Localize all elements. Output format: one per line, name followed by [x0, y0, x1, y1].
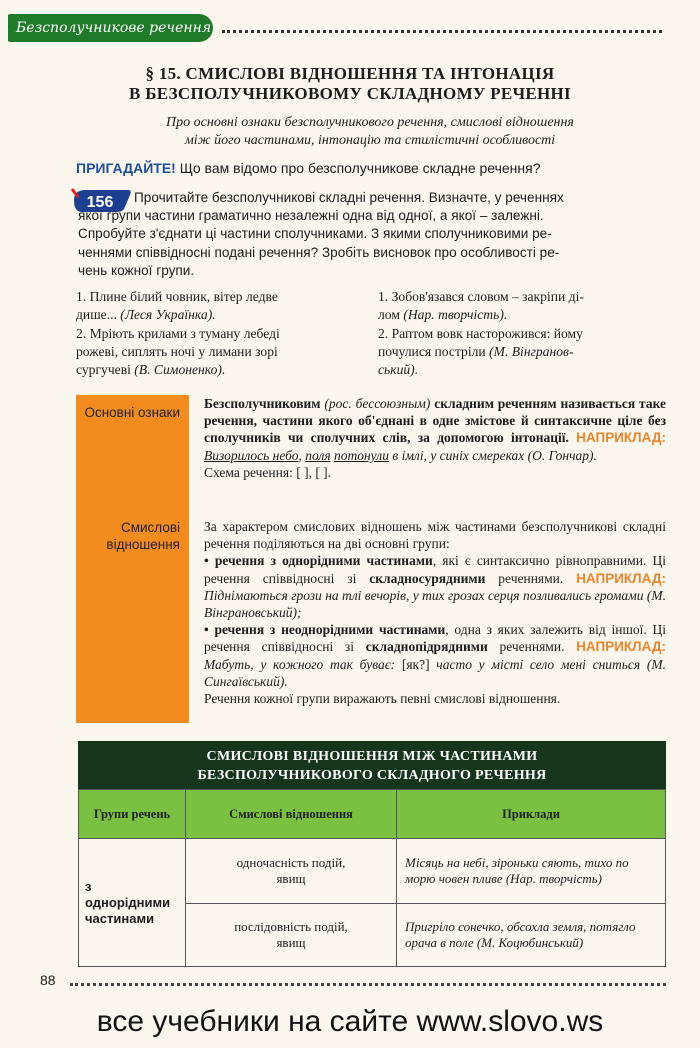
- task-line: Спробуйте з'єднати ці частини сполучниками. З якими сполучниковими ре-: [78, 226, 552, 242]
- label-semantic-relations: Смислові відношення: [106, 520, 180, 552]
- sentence-line: лом (Нар. творчість).: [378, 307, 508, 323]
- example-label: НАПРИКЛАД:: [576, 639, 666, 655]
- sentence-author: (М. Вінгранов-: [489, 343, 574, 359]
- sentence-line: ський).: [378, 362, 419, 378]
- label-main-features: Основні ознаки: [84, 405, 180, 420]
- example-cell: Пригріло сонечко, обсохла земля, потягло орача в поле (М. Коцюбинський): [397, 904, 666, 967]
- header-divider: [222, 30, 662, 33]
- example-label: НАПРИКЛАД:: [576, 430, 667, 446]
- subtitle-line1: Про основні ознаки безсполучникового речення, смислові відношення: [166, 115, 574, 130]
- site-watermark: все учебники на сайте www.slovo.ws: [96, 1005, 604, 1038]
- sentence-line: рожеві, сиплять ночі у лимани зорі: [76, 343, 278, 359]
- page-number: 88: [40, 972, 56, 988]
- remember-label: ПРИГАДАЙТЕ!: [76, 160, 176, 176]
- col-header-relations: Смислові відношення: [186, 790, 397, 839]
- sentence-author: (В. Симоненко).: [134, 362, 226, 378]
- definition-block: Безсполучниковим (рос. бессоюзным) складним реченням називається таке речення, частини якого об'єднані в одне змістове й синтаксичне ціле без сполучників чи сполучних слів, за допомогою інтонації. НАПРИКЛАД: Визорилось небо, поля потонули в імлі, у синіх смереках (О. Гончар). Схема речення: [ ], [ ].: [204, 396, 667, 480]
- sentence-line: дише... (Леся Українка).: [76, 307, 216, 323]
- task-line: Прочитайте безсполучникові складні речення. Визначте, у реченнях: [134, 190, 564, 205]
- subtitle-line2: між його частинами, інтонацію та стилістичні особливості: [184, 133, 556, 148]
- theory-sidebar: [76, 395, 189, 723]
- example-cell: Місяць на небі, зіроньки сяють, тихо по морю човен пливе (Нар. творчість): [397, 839, 666, 904]
- col-header-group: Групи речень: [79, 790, 186, 839]
- remember-text: Що вам відомо про безсполучникове складне речення?: [179, 160, 541, 176]
- scheme-line: Схема речення: [ ], [ ].: [204, 464, 332, 480]
- sentences-left: [76, 288, 366, 379]
- remember-block: [76, 160, 541, 176]
- relations-block: За характером смислових відношень між частинами безсполучникові складні речення поділяються на дві основні групи: • речення з однорідними частинами, які є синтаксично рівноправними. Ці речення співвідносні зі складносурядними реченнями. НАПРИКЛАД: Піднімаються грози на тлі вечорів, у тих грозах серця позливались громами (М. Вінграновський); • речення з неоднорідними частинами, одна з яких залежить від іншої. Ці речення співвідносні зі складнопідрядними реченнями. НАПРИКЛАД: Мабуть, у кожного так буває: [як?] часто у місті село мені сниться (М. Сингаївський). Речення кожної групи виражають певні смислові відношення.: [204, 519, 667, 707]
- sentence-line: 2. Мріють крилами з туману лебеді: [76, 325, 280, 341]
- relations-table: [78, 789, 666, 967]
- sentence-line: 1. Плине білий човник, вітер ледве: [76, 289, 278, 304]
- task-text: [78, 189, 668, 280]
- table-row: [79, 839, 666, 904]
- task-line: чень кожної групи.: [78, 262, 195, 278]
- sentence-author: (Нар. творчість).: [403, 307, 508, 323]
- task-line: якої групи частини граматично незалежні одна від одної, а якої – залежні.: [78, 208, 544, 224]
- group-cell: з однорідними частинами: [79, 839, 186, 967]
- table-title: СМИСЛОВІ ВІДНОШЕННЯ МІЖ ЧАСТИНАМИ БЕЗСПОЛУЧНИКОВОГО СКЛАДНОГО РЕЧЕННЯ: [78, 741, 666, 789]
- example-label: НАПРИКЛАД:: [576, 570, 666, 586]
- page-title-line2: В БЕЗСПОЛУЧНИКОВОМУ СКЛАДНОМУ РЕЧЕННІ: [129, 84, 571, 103]
- footer-divider: [70, 983, 666, 986]
- sentence-line: сургучеві (В. Симоненко).: [76, 362, 226, 378]
- sentence-line: 1. Зобов'язався словом – закріпи ді-: [378, 289, 584, 304]
- page-title-line1: § 15. СМИСЛОВІ ВІДНОШЕННЯ ТА ІНТОНАЦІЯ: [145, 64, 555, 83]
- sentence-line: 2. Раптом вовк насторожився: йому: [378, 325, 583, 341]
- task-line: ченнями співвідносні подані речення? Зробіть висновок про особливості ре-: [78, 244, 560, 260]
- sentence-line: почулися постріли (М. Вінгранов-: [378, 343, 574, 359]
- sentences-right: [378, 288, 668, 379]
- section-tab: Безсполучникове речення: [8, 14, 213, 42]
- col-header-examples: Приклади: [397, 790, 666, 839]
- relation-cell: послідовність подій, явищ: [186, 904, 397, 967]
- relation-cell: одночасність подій, явищ: [186, 839, 397, 904]
- sentence-author: (Леся Українка).: [120, 307, 216, 323]
- task-number: 156: [86, 194, 114, 211]
